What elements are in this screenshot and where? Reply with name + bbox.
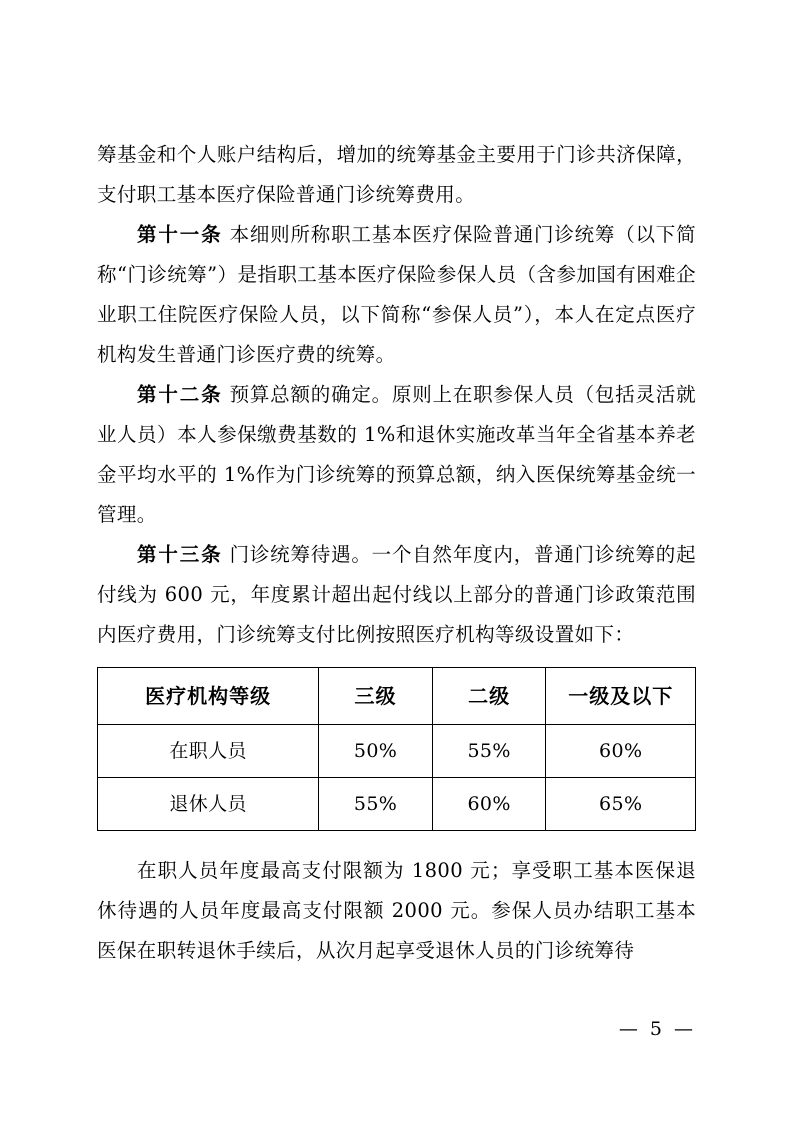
paragraph-continuation bbox=[97, 135, 696, 215]
reimbursement-rate-table bbox=[97, 667, 696, 831]
article-label-12: 第十二条 bbox=[137, 383, 223, 406]
table-cell: 60% bbox=[546, 725, 696, 778]
table-row bbox=[98, 778, 696, 831]
paragraph-text: 在职人员年度最高支付限额为 1800 元；享受职工基本医保退休待遇的人员年度最高支付限额 2000 元。参保人员办结职工基本医保在职转退休手续后，从次月起享受退休人员的门诊统筹待 bbox=[97, 859, 696, 962]
table-row bbox=[98, 725, 696, 778]
document-body bbox=[97, 135, 696, 971]
page-number: — 5 — bbox=[618, 1018, 696, 1040]
paragraph-text: 筹基金和个人账户结构后，增加的统筹基金主要用于门诊共济保障，支付职工基本医疗保险普通门诊统筹费用。 bbox=[97, 143, 696, 206]
article-label-13: 第十三条 bbox=[137, 543, 223, 566]
table-cell: 65% bbox=[546, 778, 696, 831]
table-cell: 55% bbox=[319, 778, 433, 831]
table-cell: 在职人员 bbox=[98, 725, 319, 778]
table-header-row bbox=[98, 668, 696, 725]
article-label-11: 第十一条 bbox=[137, 223, 223, 246]
table-cell: 55% bbox=[432, 725, 546, 778]
paragraph-after-table bbox=[97, 851, 696, 971]
paragraph-text: 门诊统筹待遇。一个自然年度内，普通门诊统筹的起付线为 600 元，年度累计超出起付线以上部分的普通门诊政策范围内医疗费用，门诊统筹支付比例按照医疗机构等级设置如下： bbox=[97, 543, 696, 646]
paragraph-text: 本细则所称职工基本医疗保险普通门诊统筹（以下简称“门诊统筹”）是指职工基本医疗保险参保人员（含参加国有困难企业职工住院医疗保险人员，以下简称“参保人员”），本人在定点医疗机构发生普通门诊医疗费的统筹。 bbox=[97, 223, 696, 366]
table-cell: 50% bbox=[319, 725, 433, 778]
table-header-cell: 一级及以下 bbox=[546, 668, 696, 725]
table-cell: 60% bbox=[432, 778, 546, 831]
paragraph-article-11 bbox=[97, 215, 696, 375]
table-header-cell: 三级 bbox=[319, 668, 433, 725]
table-header-cell: 医疗机构等级 bbox=[98, 668, 319, 725]
paragraph-article-12 bbox=[97, 375, 696, 535]
table-cell: 退休人员 bbox=[98, 778, 319, 831]
table-header-cell: 二级 bbox=[432, 668, 546, 725]
paragraph-text: 预算总额的确定。原则上在职参保人员（包括灵活就业人员）本人参保缴费基数的 1%和退休实施改革当年全省基本养老金平均水平的 1%作为门诊统筹的预算总额，纳入医保统筹基金统一管理。 bbox=[97, 383, 696, 526]
paragraph-article-13 bbox=[97, 535, 696, 655]
